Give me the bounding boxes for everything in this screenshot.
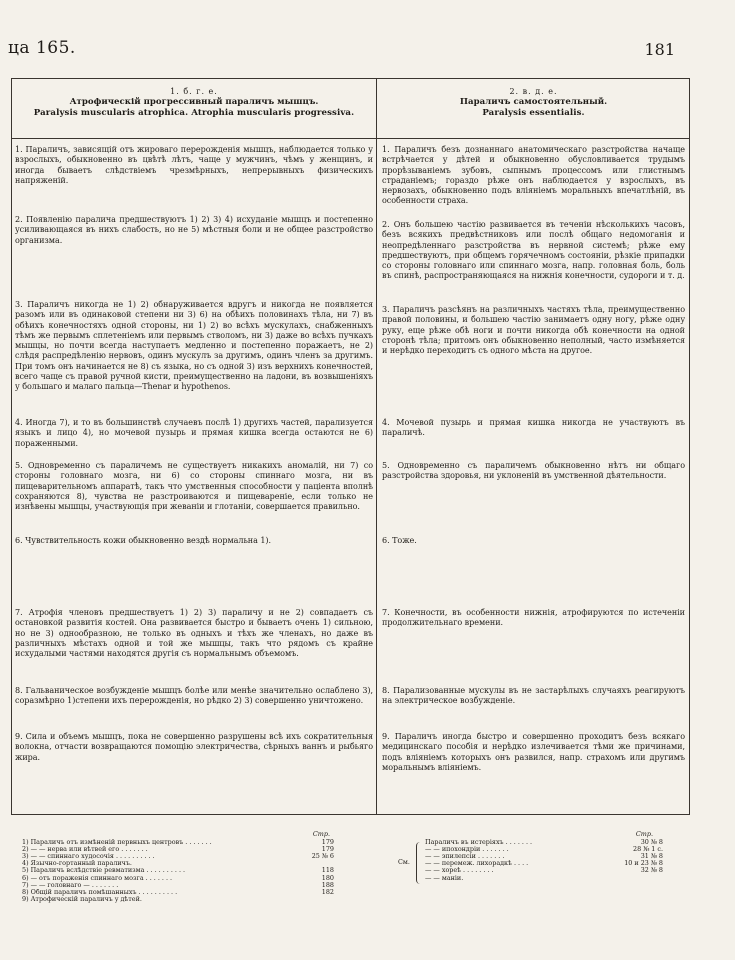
left-paragraph-7: 7. Атрофія членовъ предшествуетъ 1) 2) 3) параличу и не 2) совпадаетъ съ остановкой развитія костей. Она развивается быстро и бываетъ очень 1) сильною, но не 3) однообразною, не только въ одныхъ и тѣхъ же членахъ, но даже въ различныхъ мѣстахъ одной и той же мышцы, такъ что рядомъ съ крайне исхудалыми частями находятся другія съ нормальнымъ объемомъ. (15, 608, 373, 659)
footnote-row (22, 846, 334, 853)
footnote-row (22, 853, 334, 860)
table-right-border (689, 79, 690, 814)
footnote-row (22, 839, 334, 846)
footnote-page: 10 и 23 № 8 (624, 860, 663, 868)
right-paragraph-6: 6. Тоже. (382, 536, 417, 545)
footnote-row (425, 839, 663, 846)
left-paragraph-3: 3. Параличъ никогда не 1) 2) обнаруживается вдругъ и никогда не появляется разомъ или въ одинаковой степени ни 3) 6) на обѣихъ половинахъ тѣла, ни 7) въ обѣихъ конечностяхъ одной стороны, ни 1) 2) во всѣхъ мускулахъ, снабженныхъ тѣмъ же первымъ сплетеніемъ или первымъ стволомъ, ни 3) даже во всѣхъ пучкахъ мышцы, но почти всегда наступаетъ медленно и постепенно поражаетъ, не 2) слѣдя распредѣленію нервовъ, одинъ мускулъ за другимъ, одинъ членъ за другимъ. При томъ онъ начинается не 8) съ языка, но съ одной 3) изъ верхнихъ конечностей, всего чаще съ правой ручной кисти, преимущественно на ладони, въ возвышеніяхъ у большаго и малаго пальца—Thenar и hypothenos. (15, 300, 373, 392)
footnote-text: — — ипохондріи . . . . . . . (425, 846, 509, 854)
table-column-divider (376, 79, 377, 814)
footnote-text: — — хореѣ . . . . . . . . (425, 867, 494, 875)
right-paragraph-4: 4. Мочевой пузырь и прямая кишка никогда не участвуютъ въ параличѣ. (382, 418, 685, 438)
running-head: ца 165. (8, 38, 76, 58)
footnote-text: 6) — отъ пораженія спиннаго мозга . . . . . . . (22, 874, 173, 882)
footnote-text: — — перемеж. лихорадкѣ . . . . (425, 860, 529, 868)
left-paragraph-9: 9. Сила и объемъ мышцъ, пока не совершенно разрушены всѣ ихъ сократительныя волокна, отчасти возвращаются помощію электричества, сѣрныхъ ваннъ и рыбьяго жира. (15, 732, 373, 762)
footnote-page: 179 (321, 839, 334, 847)
left-paragraph-5: 5. Одновременно съ параличемъ не существуетъ никакихъ аномалій, ни 7) со стороны головнаго мозга, ни 6) со стороны спиннаго мозга, ни въ пищеварительномъ аппаратѣ, такъ что умственныя способности у паціента вполнѣ сохраняются 8), чувства не разстроиваются и пищевареніе, если только не изнѣвены мышцы, участвующія при жеваніи и глотаніи, совершается правильно. (15, 461, 373, 512)
footnote-row (22, 875, 334, 882)
footnote-row (425, 846, 663, 853)
footnote-page: 180 (321, 874, 334, 882)
footnote-page: 28 № 1 с. (633, 846, 663, 854)
footnote-row (425, 860, 663, 867)
footnote-page: 25 № 6 (311, 853, 334, 861)
footnote-text: 9) Атрофическій параличъ у дѣтей. (22, 895, 142, 903)
right-footnotes (425, 832, 663, 882)
right-footnotes-page-label: Стр. (635, 830, 653, 838)
left-paragraph-6: 6. Чувствительность кожи обыкновенно вездѣ нормальна 1). (15, 536, 272, 545)
footnote-text: 3) — — спиннаго худосочія . . . . . . . . . . (22, 853, 155, 861)
footnote-row (22, 860, 334, 867)
footnote-page: 32 № 8 (640, 867, 663, 875)
footnote-text: Параличъ въ истеріяхъ . . . . . . . (425, 839, 533, 847)
right-paragraph-5: 5. Одновременно съ параличемъ обыкновенно нѣтъ ни общаго разстройства здоровья, ни уклоненій въ умственной дѣятельности. (382, 461, 685, 481)
left-paragraph-1: 1. Параличъ, зависящій отъ жироваго перерожденія мышцъ, наблюдается только у взрослыхъ, обыкновенно въ цвѣтѣ лѣтъ, чаще у мужчинъ, чѣмъ у женщинъ, и иногда бываетъ слѣдствіемъ чрезмѣрныхъ, непрерывныхъ физическихъ напряженій. (15, 145, 373, 185)
footnote-row (425, 853, 663, 860)
left-paragraph-8: 8. Гальваническое возбужденіе мышцъ болѣе или менѣе значительно ослаблено 3), соразмѣрно 1)степени ихъ перерожденія, но рѣдко 2) 3) совершенно уничтожено. (15, 686, 373, 706)
right-paragraph-8: 8. Парализованные мускулы въ не застарѣлыхъ случаяхъ реагируютъ на электрическое возбужденіе. (382, 686, 685, 706)
footnote-text: 7) — — головнаго — . . . . . . . (22, 881, 119, 889)
right-heading-latin: Paralysis essentialis. (482, 108, 585, 119)
heading-rule (11, 138, 690, 139)
left-heading-russian: Атрофическій прогрессивный параличъ мышцъ. (69, 97, 319, 108)
right-paragraph-1: 1. Параличъ безъ дознаннаго анатомическаго разстройства начаще встрѣчается у дѣтей и обыкновенно обусловливается трудымъ прорѣзываніемъ зубовъ, сыпнымъ процессомъ или глистнымъ страданіемъ; гораздо рѣже онъ наблюдается у взрослыхъ, въ нервозахъ, обыкновенно подъ вліяніемъ моральныхъ впечатлѣній, въ особенности страха. (382, 145, 685, 206)
left-paragraph-2: 2. Появленію паралича предшествуютъ 1) 2) 3) 4) исхуданіе мышцъ и постепенно усиливающаяся въ нихъ слабость, но не 5) мѣстныя боли и не общее разстройство организма. (15, 215, 373, 245)
left-heading-letters: 1. б. г. е. (170, 87, 218, 96)
right-paragraph-7: 7. Конечности, въ особенности нижнія, атрофируются по истеченіи продолжительнаго времени. (382, 608, 685, 628)
right-paragraph-2: 2. Онъ большею частію развивается въ теченіи нѣсколькихъ часовъ, безъ всякихъ предвѣстниковъ или послѣ общаго недомоганія и неопредѣленнаго разстройства въ нервной системѣ; рѣже ему предшествуютъ, при общемъ горячечномъ состояніи, рѣзкіе припадки со стороны головнаго или спиннаго мозга, напр. головная боль, боль въ спинѣ, распространяющаяся на нижнія конечности, судороги и т. д. (382, 220, 685, 281)
footnote-page: 188 (321, 881, 334, 889)
see-label: См. (398, 858, 410, 866)
footnote-row (22, 867, 334, 874)
footnote-brace (416, 842, 423, 884)
footnote-row (22, 896, 334, 903)
left-footnotes-page-label: Стр. (312, 830, 330, 838)
right-heading-russian: Параличъ самостоятельный. (459, 97, 608, 108)
footnote-row (22, 882, 334, 889)
page-number: 181 (644, 40, 675, 59)
left-footnotes (22, 832, 334, 903)
footnote-row (425, 875, 663, 882)
comparison-table (11, 78, 690, 815)
footnote-text: 8) Общій параличъ помѣшанныхъ . . . . . . . . . . (22, 888, 178, 896)
right-paragraph-9: 9. Параличъ иногда быстро и совершенно проходитъ безъ всякаго медицинскаго пособія и нерѣдко излечивается тѣми же причинами, подъ вліяніемъ которыхъ онъ развился, напр. страхомъ или другимъ моральнымъ вліяніемъ. (382, 732, 685, 772)
footnote-text: 4) Язычно-гортанный параличъ. (22, 860, 132, 868)
footnote-page: 179 (321, 846, 334, 854)
footnote-text: 2) — — нерва или вѣтвей его . . . . . . . (22, 846, 148, 854)
table-left-border (11, 79, 12, 814)
footnote-text: — — маніи. (425, 874, 464, 882)
footnote-row (22, 889, 334, 896)
right-heading-letters: 2. в. д. е. (509, 87, 558, 96)
right-paragraph-3: 3. Параличъ разсѣянъ на различныхъ частяхъ тѣла, преимущественно правой половины, и большею частію занимаетъ одну ногу, рѣже одну руку, еще рѣже обѣ ноги и почти никогда обѣ конечности на одной сторонѣ тѣла; притомъ онъ обыкновенно неполный, часто измѣняется и нерѣдко переходитъ съ одного мѣста на другое. (382, 305, 685, 356)
footnote-page: 31 № 8 (640, 853, 663, 861)
right-column-heading (382, 87, 685, 119)
footnote-text: 5) Параличъ вслѣдствіе ревматизма . . . . . . . . . . (22, 867, 186, 875)
footnote-text: — — эпилепсіи . . . . . . . (425, 853, 505, 861)
footnote-page: 30 № 8 (640, 839, 663, 847)
footnote-page: 182 (321, 888, 334, 896)
left-heading-latin: Paralysis muscularis atrophica. Atrophia muscularis progressiva. (33, 108, 355, 119)
left-column-heading (15, 87, 373, 119)
left-paragraph-4: 4. Иногда 7), и то въ большинствѣ случаевъ послѣ 1) другихъ частей, парализуется языкъ и лицо 4), но мочевой пузырь и прямая кишка всегда остаются не 6) пораженными. (15, 418, 373, 448)
footnote-row (425, 867, 663, 874)
footnote-page: 118 (321, 867, 334, 875)
footnote-text: 1) Параличъ отъ измѣненій первныхъ центровъ . . . . . . . (22, 839, 212, 847)
